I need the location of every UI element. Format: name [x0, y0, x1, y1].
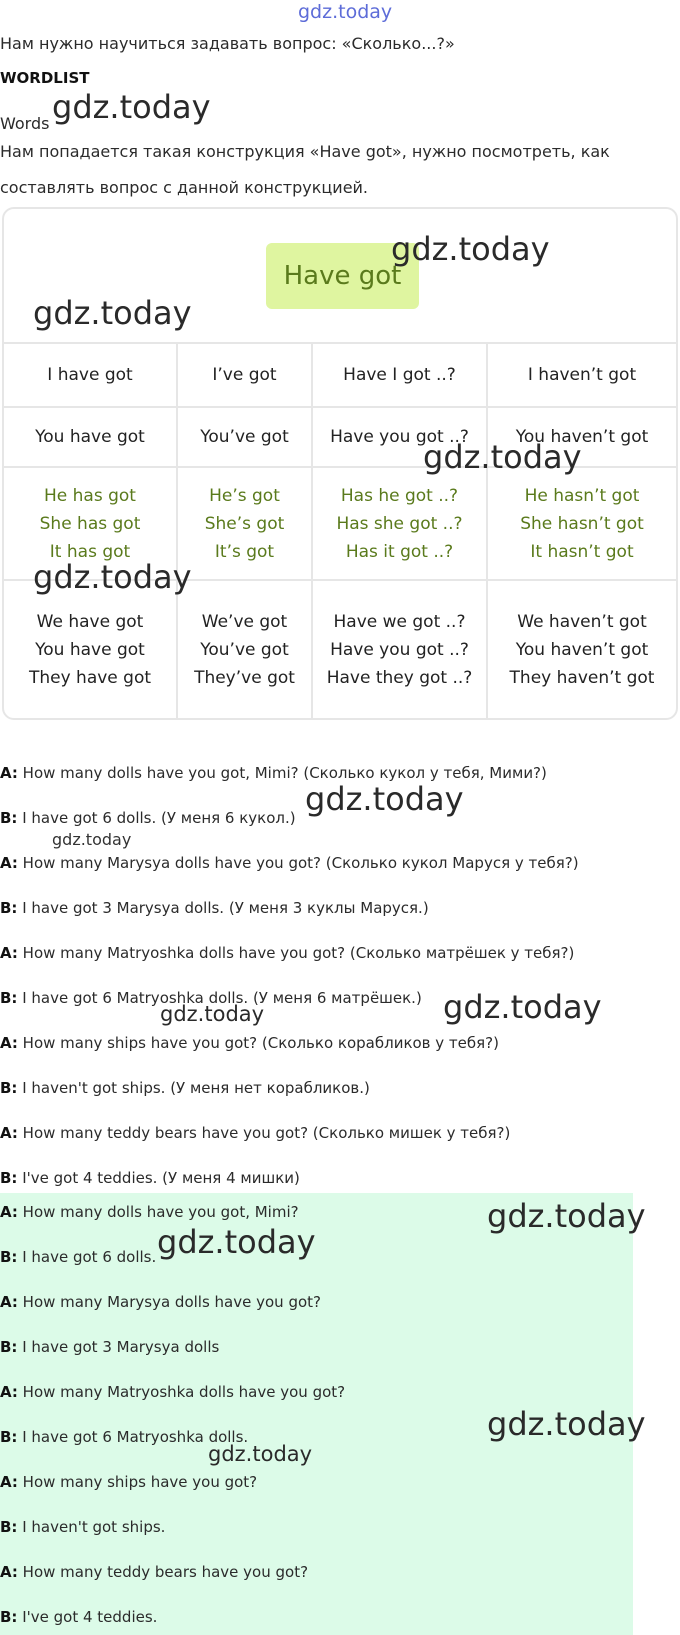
- watermark-7: gdz.today: [52, 830, 132, 849]
- table-cell-negative: [486, 408, 676, 466]
- table-cell-full: [4, 468, 176, 579]
- line-text: How many dolls have you got, Mimi? (Сколько кукол у тебя, Мими?): [17, 764, 547, 782]
- answer-line: [0, 1518, 165, 1536]
- table-cell-question: [311, 468, 486, 579]
- table-cell-negative: [486, 581, 676, 718]
- answer-line: [0, 1248, 156, 1266]
- dialogue-line: [0, 899, 429, 917]
- speaker-label: A:: [0, 944, 18, 962]
- dialogue-line: [0, 1034, 499, 1052]
- intro-line-3: составлять вопрос с данной конструкцией.: [0, 178, 369, 197]
- speaker-label: A:: [0, 764, 18, 782]
- line-text: I've got 4 teddies.: [17, 1608, 158, 1626]
- line-text: I have got 6 dolls.: [17, 1248, 157, 1266]
- line-text: How many Matryoshka dolls have you got?: [17, 1383, 346, 1401]
- table-cell-line: Have they got ..?: [326, 667, 473, 688]
- wordlist-heading: WORDLIST: [0, 69, 90, 87]
- line-text: I have got 3 Marysya dolls. (У меня 3 куклы Маруся.): [17, 899, 429, 917]
- table-cell-line: Has she got ..?: [336, 513, 463, 534]
- answer-line: [0, 1428, 248, 1446]
- line-text: How many Marysya dolls have you got?: [17, 1293, 321, 1311]
- table-cell-line: You haven’t got: [515, 427, 649, 447]
- watermark-11: gdz.today: [157, 1223, 316, 1261]
- table-cell-line: You’ve got: [200, 427, 289, 447]
- answer-line: [0, 1338, 219, 1356]
- speaker-label: B:: [0, 1428, 18, 1446]
- watermark-4: gdz.today: [423, 438, 582, 476]
- line-text: I haven't got ships.: [17, 1518, 166, 1536]
- line-text: How many ships have you got?: [17, 1473, 258, 1491]
- line-text: How many teddy bears have you got? (Сколько мишек у тебя?): [17, 1124, 511, 1142]
- speaker-label: B:: [0, 899, 18, 917]
- table-cell-line: They’ve got: [194, 667, 295, 688]
- line-text: How many Marysya dolls have you got? (Сколько кукол Маруся у тебя?): [17, 854, 579, 872]
- table-cell-line: She’s got: [204, 513, 285, 534]
- table-cell-line: I have got: [47, 365, 133, 385]
- table-cell-line: They haven’t got: [509, 667, 655, 688]
- line-text: How many Matryoshka dolls have you got? (Сколько матрёшек у тебя?): [17, 944, 575, 962]
- table-cell-line: It has got: [49, 541, 131, 562]
- table-cell-full: [4, 344, 176, 406]
- have-got-table: [2, 207, 678, 720]
- table-cell-line: You’ve got: [200, 639, 289, 660]
- table-cell-line: We have got: [36, 611, 144, 632]
- table-cell-line: They have got: [28, 667, 152, 688]
- dialogue-line: [0, 1124, 510, 1142]
- table-cell-line: Has he got ..?: [340, 485, 459, 506]
- table-cell-negative: [486, 344, 676, 406]
- table-cell-line: You have got: [35, 427, 145, 447]
- table-cell-line: He hasn’t got: [524, 485, 640, 506]
- dialogue-line: [0, 1169, 300, 1187]
- table-cell-line: He’s got: [209, 485, 280, 506]
- dialogue-line: [0, 809, 296, 827]
- dialogue-line: [0, 989, 422, 1007]
- intro-line-1: Нам нужно научиться задавать вопрос: «Сколько...?»: [0, 34, 455, 53]
- table-cell-line: You have got: [35, 639, 145, 660]
- watermark-1: gdz.today: [52, 88, 211, 126]
- table-cell-full: [4, 408, 176, 466]
- table-header: [4, 209, 676, 344]
- line-text: How many ships have you got? (Сколько корабликов у тебя?): [17, 1034, 499, 1052]
- table-cell-line: I haven’t got: [527, 365, 637, 385]
- table-cell-line: Have we got ..?: [333, 611, 466, 632]
- table-cell-short: [176, 408, 311, 466]
- speaker-label: A:: [0, 1203, 18, 1221]
- line-text: I have got 6 dolls. (У меня 6 кукол.): [17, 809, 296, 827]
- line-text: I have got 6 Matryoshka dolls. (У меня 6 матрёшек.): [17, 989, 422, 1007]
- table-row: [4, 408, 676, 468]
- speaker-label: B:: [0, 809, 18, 827]
- speaker-label: B:: [0, 989, 18, 1007]
- table-cell-line: I’ve got: [212, 365, 277, 385]
- line-text: I've got 4 teddies. (У меня 4 мишки): [17, 1169, 300, 1187]
- speaker-label: A:: [0, 1293, 18, 1311]
- speaker-label: B:: [0, 1518, 18, 1536]
- table-row: [4, 344, 676, 408]
- table-cell-question: [311, 581, 486, 718]
- table-cell-line: Have you got ..?: [330, 427, 469, 447]
- table-cell-full: [4, 581, 176, 718]
- have-got-pill: Have got: [266, 243, 419, 309]
- speaker-label: B:: [0, 1338, 18, 1356]
- table-cell-negative: [486, 468, 676, 579]
- table-cell-line: Has it got ..?: [345, 541, 454, 562]
- line-text: How many teddy bears have you got?: [17, 1563, 309, 1581]
- table-cell-line: Have you got ..?: [330, 639, 469, 660]
- table-cell-line: Have I got ..?: [343, 365, 456, 385]
- table-cell-short: [176, 344, 311, 406]
- dialogue-line: [0, 764, 547, 782]
- table-cell-line: We haven’t got: [517, 611, 647, 632]
- line-text: I have got 6 Matryoshka dolls.: [17, 1428, 249, 1446]
- table-cell-line: She has got: [39, 513, 141, 534]
- table-cell-line: You haven’t got: [515, 639, 649, 660]
- answer-line: [0, 1383, 345, 1401]
- watermark-top: gdz.today: [298, 1, 393, 23]
- dialogue-line: [0, 944, 574, 962]
- table-cell-line: She hasn’t got: [520, 513, 644, 534]
- answer-line: [0, 1563, 308, 1581]
- watermark-10: gdz.today: [487, 1197, 646, 1235]
- line-text: I have got 3 Marysya dolls: [17, 1338, 220, 1356]
- speaker-label: A:: [0, 1473, 18, 1491]
- table-cell-line: It’s got: [214, 541, 275, 562]
- table-cell-line: We’ve got: [201, 611, 288, 632]
- watermark-2: gdz.today: [391, 230, 550, 268]
- speaker-label: A:: [0, 1383, 18, 1401]
- dialogue-line: [0, 1079, 370, 1097]
- speaker-label: B:: [0, 1608, 18, 1626]
- speaker-label: A:: [0, 1124, 18, 1142]
- speaker-label: B:: [0, 1169, 18, 1187]
- speaker-label: A:: [0, 854, 18, 872]
- dialogue-line: [0, 854, 579, 872]
- table-cell-question: [311, 408, 486, 466]
- answer-line: [0, 1293, 321, 1311]
- watermark-5: gdz.today: [33, 558, 192, 596]
- speaker-label: A:: [0, 1034, 18, 1052]
- table-cell-line: It hasn’t got: [530, 541, 634, 562]
- watermark-3: gdz.today: [33, 294, 192, 332]
- words-label: Words: [0, 114, 50, 133]
- answer-line: [0, 1473, 257, 1491]
- table-cell-short: [176, 581, 311, 718]
- line-text: I haven't got ships. (У меня нет корабликов.): [17, 1079, 370, 1097]
- line-text: How many dolls have you got, Mimi?: [17, 1203, 299, 1221]
- table-row: [4, 581, 676, 718]
- watermark-12: gdz.today: [487, 1405, 646, 1443]
- speaker-label: B:: [0, 1248, 18, 1266]
- watermark-6: gdz.today: [305, 780, 464, 818]
- watermark-9: gdz.today: [160, 1002, 265, 1026]
- answer-line: [0, 1608, 157, 1626]
- table-cell-short: [176, 468, 311, 579]
- watermark-13: gdz.today: [208, 1442, 313, 1466]
- table-cell-question: [311, 344, 486, 406]
- intro-line-2: Нам попадается такая конструкция «Have got», нужно посмотреть, как: [0, 142, 610, 161]
- table-cell-line: He has got: [44, 485, 136, 506]
- speaker-label: B:: [0, 1079, 18, 1097]
- answer-line: [0, 1203, 299, 1221]
- speaker-label: A:: [0, 1563, 18, 1581]
- table-row: [4, 468, 676, 581]
- watermark-8: gdz.today: [443, 988, 602, 1026]
